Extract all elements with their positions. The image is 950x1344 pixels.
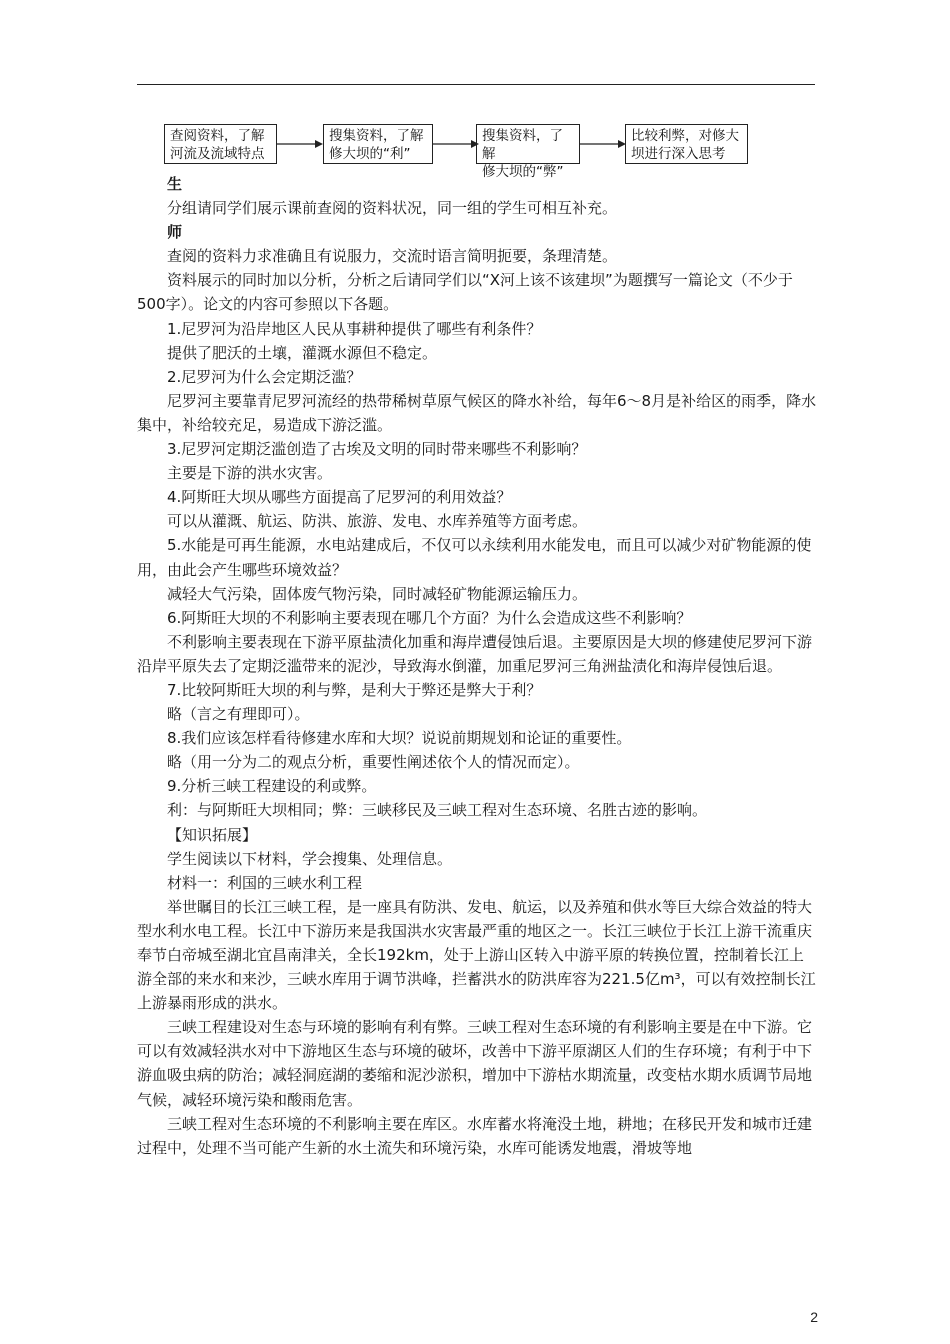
paragraph: 举世瞩目的长江三峡工程，是一座具有防洪、发电、航运，以及养殖和供水等巨大综合效益的特大型水利水电工程。长江中下游历来是我国洪水灾害最严重的地区之一。长江三峡位于长江上游干流重庆奉节白帝城至湖北宜昌南津关，全长192km，处于上游山区转入中游平原的转换位置，控制着长江上游全部的来水和来沙，三峡水库用于调节洪峰，拦蓄洪水的防洪库容为221.5亿m³，可以有效控制长江上游暴雨形成的洪水。 <box>137 897 816 1013</box>
header-rule <box>137 84 815 85</box>
flow-step-4: 比较利弊，对修大 坝进行深入思考 <box>625 124 748 164</box>
paragraph: 6.阿斯旺大坝的不利影响主要表现在哪几个方面？为什么会造成这些不利影响？ <box>167 608 692 627</box>
speaker-label: 师 <box>167 223 183 242</box>
paragraph: 三峡工程建设对生态与环境的影响有利有弊。三峡工程对生态环境的有利影响主要是在中下游。它可以有效减轻洪水对中下游地区生态与环境的破坏，改善中下游平原湖区人们的生存环境；有利于中下游血吸虫病的防治；减轻洞庭湖的萎缩和泥沙淤积，增加中下游枯水期流量，改变枯水期水质调节局地气候，减轻环境污染和酸雨危害。 <box>137 1018 813 1109</box>
paragraph: 略（言之有理即可）。 <box>167 705 310 724</box>
paragraph: 2.尼罗河为什么会定期泛滥？ <box>167 367 362 386</box>
flow-step-1: 查阅资料，了解 河流及流域特点 <box>164 124 277 164</box>
page-number: 2 <box>810 1309 818 1325</box>
paragraph: 7.比较阿斯旺大坝的利与弊，是利大于弊还是弊大于利？ <box>167 680 542 699</box>
flow-arrow-3 <box>580 134 626 154</box>
paragraph: 【知识拓展】 <box>167 825 258 844</box>
paragraph: 分组请同学们展示课前查阅的资料状况，同一组的学生可相互补充。 <box>167 199 618 218</box>
paragraph: 提供了肥沃的土壤，灌溉水源但不稳定。 <box>167 343 438 362</box>
paragraph: 5.水能是可再生能源，水电站建成后，不仅可以永续利用水能发电，而且可以减少对矿物能源的使用，由此会产生哪些环境效益？ <box>137 536 812 579</box>
paragraph: 利：与阿斯旺大坝相同；弊：三峡移民及三峡工程对生态环境、名胜古迹的影响。 <box>167 801 708 820</box>
paragraph: 8.我们应该怎样看待修建水库和大坝？说说前期规划和论证的重要性。 <box>167 729 632 748</box>
paragraph: 尼罗河主要靠青尼罗河流经的热带稀树草原气候区的降水补给，每年6～8月是补给区的雨季，降水集中，补给较充足，易造成下游泛滥。 <box>137 391 817 434</box>
flow-step-3: 搜集资料，了解 修大坝的“弊” <box>476 124 580 164</box>
flow-arrow-1 <box>277 134 323 154</box>
paragraph: 材料一：利国的三峡水利工程 <box>167 873 363 892</box>
paragraph: 主要是下游的洪水灾害。 <box>167 464 333 483</box>
paragraph: 9.分析三峡工程建设的利或弊。 <box>167 777 377 796</box>
paragraph: 1.尼罗河为沿岸地区人民从事耕种提供了哪些有利条件？ <box>167 319 542 338</box>
paragraph: 3.尼罗河定期泛滥创造了古埃及文明的同时带来哪些不利影响？ <box>167 440 587 459</box>
paragraph: 学生阅读以下材料，学会搜集、处理信息。 <box>167 849 453 868</box>
paragraph: 减轻大气污染，固体废气物污染，同时减轻矿物能源运输压力。 <box>167 584 588 603</box>
speaker-label: 生 <box>167 175 183 193</box>
paragraph: 可以从灌溉、航运、防洪、旅游、发电、水库养殖等方面考虑。 <box>167 512 588 531</box>
document-body <box>137 172 817 1160</box>
paragraph: 资料展示的同时加以分析，分析之后请同学们以“X河上该不该建坝”为题撰写一篇论文（不少于500字）。论文的内容可参照以下各题。 <box>137 271 793 314</box>
paragraph: 三峡工程对生态环境的不利影响主要在库区。水库蓄水将淹没土地，耕地；在移民开发和城市迁建过程中，处理不当可能产生新的水土流失和环境污染，水库可能诱发地震，滑坡等地 <box>137 1114 813 1157</box>
flow-diagram <box>164 124 754 180</box>
flow-step-2: 搜集资料，了解 修大坝的“利” <box>323 124 433 164</box>
paragraph: 不利影响主要表现在下游平原盐渍化加重和海岸遭侵蚀后退。主要原因是大坝的修建使尼罗河下游沿岸平原失去了定期泛滥带来的泥沙，导致海水倒灌，加重尼罗河三角洲盐渍化和海岸侵蚀后退。 <box>137 632 813 675</box>
flow-arrow-2 <box>433 134 479 154</box>
paragraph: 4.阿斯旺大坝从哪些方面提高了尼罗河的利用效益？ <box>167 488 512 507</box>
paragraph: 查阅的资料力求准确且有说服力，交流时语言简明扼要，条理清楚。 <box>167 247 618 266</box>
paragraph: 略（用一分为二的观点分析，重要性阐述依个人的情况而定）。 <box>167 753 580 772</box>
